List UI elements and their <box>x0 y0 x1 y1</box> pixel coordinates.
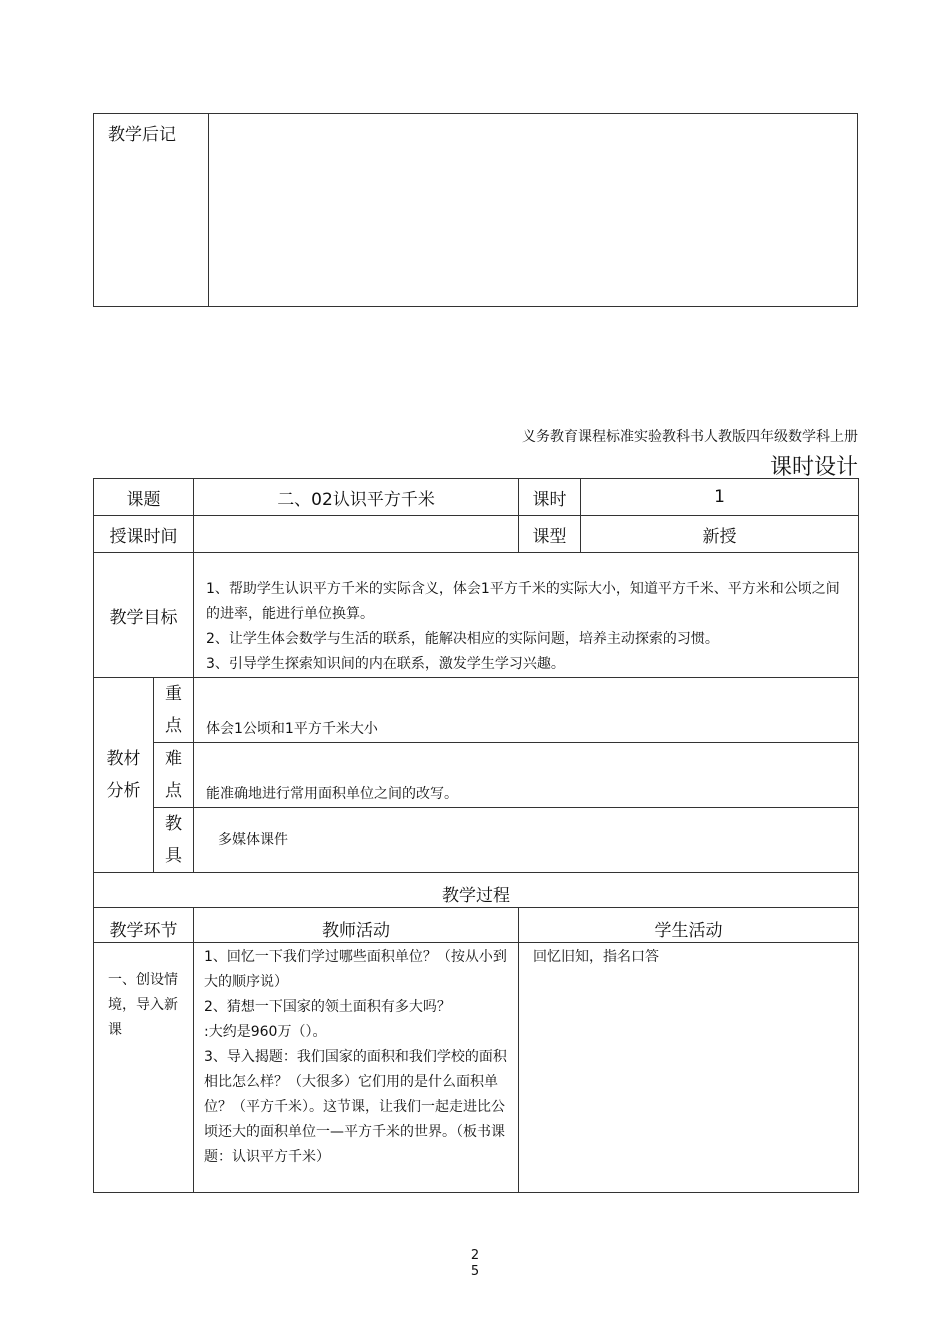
analysis-label-line: 分析 <box>106 781 141 801</box>
process-step-cell: 一、创设情境，导入新课 <box>94 943 194 1193</box>
page-number-line: 5 <box>470 1264 480 1279</box>
teacher-activity-item: 3、导入揭题：我们国家的面积和我们学校的面积相比怎么样？（大很多）它们用的是什么面积单位？（平方千米）。这节课，让我们一起走进比公顷还大的面积单位一—平方千米的世界。（板书课题：认识平方千米） <box>204 1049 507 1165</box>
analysis-label <box>94 678 154 873</box>
lesson-design-table <box>93 478 859 1193</box>
difficulty-label-char: 点 <box>165 781 182 801</box>
hours-value: 1 <box>581 479 859 516</box>
tools-value: 多媒体课件 <box>194 808 859 873</box>
key-point-label <box>154 678 194 743</box>
difficulty-value: 能准确地进行常用面积单位之间的改写。 <box>194 743 859 808</box>
afterword-label: 教学后记 <box>94 114 209 307</box>
tools-label-char: 具 <box>165 846 182 866</box>
topic-label: 课题 <box>94 479 194 516</box>
page-number <box>465 1248 485 1280</box>
process-teacher-cell <box>194 943 519 1193</box>
document-title: 课时设计 <box>769 455 858 480</box>
type-value: 新授 <box>581 516 859 553</box>
col-student-header: 学生活动 <box>519 908 859 943</box>
page-number-line: 2 <box>470 1248 480 1263</box>
goal-item: 2、让学生体会数学与生活的联系，能解决相应的实际问题，培养主动探索的习惯。 <box>206 631 719 647</box>
tools-label <box>154 808 194 873</box>
type-label: 课型 <box>519 516 581 553</box>
time-value <box>194 516 519 553</box>
goal-item: 3、引导学生探索知识间的内在联系，激发学生学习兴趣。 <box>206 656 565 672</box>
col-teacher-header: 教师活动 <box>194 908 519 943</box>
goals-label: 教学目标 <box>94 553 194 678</box>
teacher-activity-item: :大约是960万（）。 <box>204 1024 327 1040</box>
key-point-value: 体会1公顷和1平方千米大小 <box>194 678 859 743</box>
series-header: 义务教育课程标准实验教科书人教版四年级数学科上册 <box>522 429 858 445</box>
process-title: 教学过程 <box>94 873 859 908</box>
difficulty-label <box>154 743 194 808</box>
process-student-cell: 回忆旧知，指名口答 <box>519 943 859 1193</box>
afterword-table <box>93 113 858 307</box>
col-step-header: 教学环节 <box>94 908 194 943</box>
teacher-activity-item: 2、猜想一下国家的领土面积有多大吗？ <box>204 999 451 1015</box>
topic-value: 二、02认识平方千米 <box>194 479 519 516</box>
key-point-label-char: 点 <box>165 716 182 736</box>
key-point-label-char: 重 <box>165 684 182 704</box>
difficulty-label-char: 难 <box>165 749 182 769</box>
hours-label: 课时 <box>519 479 581 516</box>
goal-item: 1、帮助学生认识平方千米的实际含义，体会1平方千米的实际大小，知道平方千米、平方米和公顷之间的进率，能进行单位换算。 <box>206 581 840 622</box>
analysis-label-line: 教材 <box>106 749 141 769</box>
goals-list <box>194 553 859 678</box>
afterword-content <box>209 114 858 307</box>
time-label: 授课时间 <box>94 516 194 553</box>
teacher-activity-item: 1、回忆一下我们学过哪些面积单位？（按从小到大的顺序说） <box>204 949 507 990</box>
tools-label-char: 教 <box>165 814 182 834</box>
